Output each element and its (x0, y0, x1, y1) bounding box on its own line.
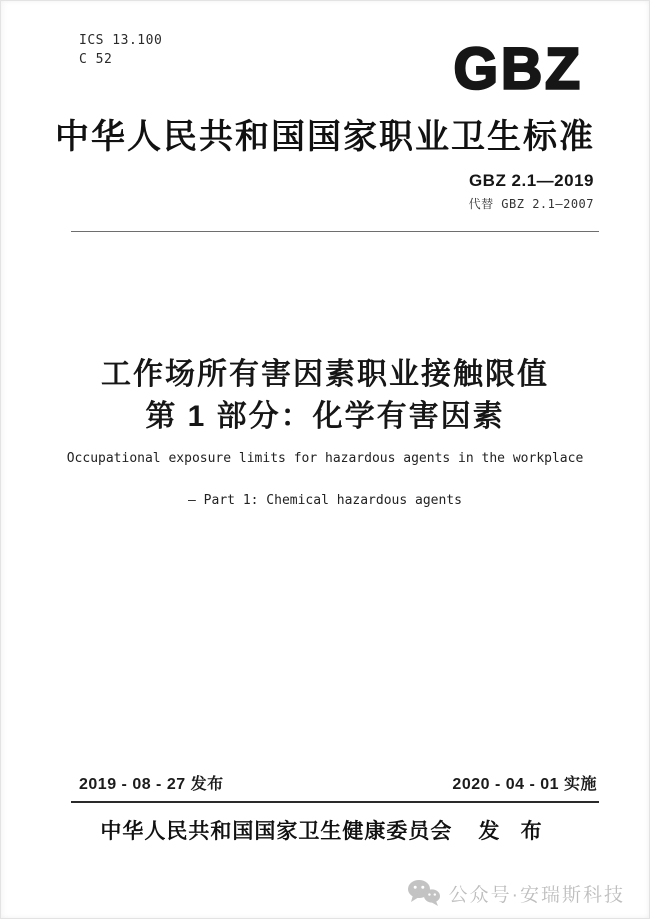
watermark-text: 公众号·安瑞斯科技 (448, 884, 625, 906)
document-title-english: Occupational exposure limits for hazardous agents in the workplace (66, 451, 584, 466)
standard-heading: 中华人民共和国国家职业卫生标准 (55, 119, 595, 156)
ics-classification (79, 31, 162, 69)
document-title-english-part: — Part 1: Chemical hazardous agents (188, 493, 462, 508)
standard-number: GBZ 2.1—2019 (468, 171, 594, 190)
wechat-icon (407, 879, 441, 907)
replaced-standard: 代替 GBZ 2.1—2007 (468, 197, 594, 211)
category-code: C 52 (79, 52, 113, 67)
ics-code: ICS 13.100 (79, 33, 163, 48)
publish-label: 发 布 (478, 819, 550, 843)
watermark (407, 879, 625, 907)
header-divider (71, 231, 599, 232)
document-title-line1: 工作场所有害因素职业接触限值 (101, 358, 549, 391)
implement-date: 2020 - 04 - 01 实施 (452, 776, 597, 793)
document-title-line2: 第 1 部分：化学有害因素 (145, 400, 505, 433)
issue-date: 2019 - 08 - 27 发布 (79, 776, 224, 793)
publisher-name: 中华人民共和国国家卫生健康委员会 (100, 819, 453, 843)
footer-divider (71, 801, 599, 803)
dates-row (79, 771, 597, 794)
publisher-row (1, 815, 649, 845)
gbz-logo: GBZ (453, 36, 583, 102)
standard-number-block (469, 171, 594, 212)
